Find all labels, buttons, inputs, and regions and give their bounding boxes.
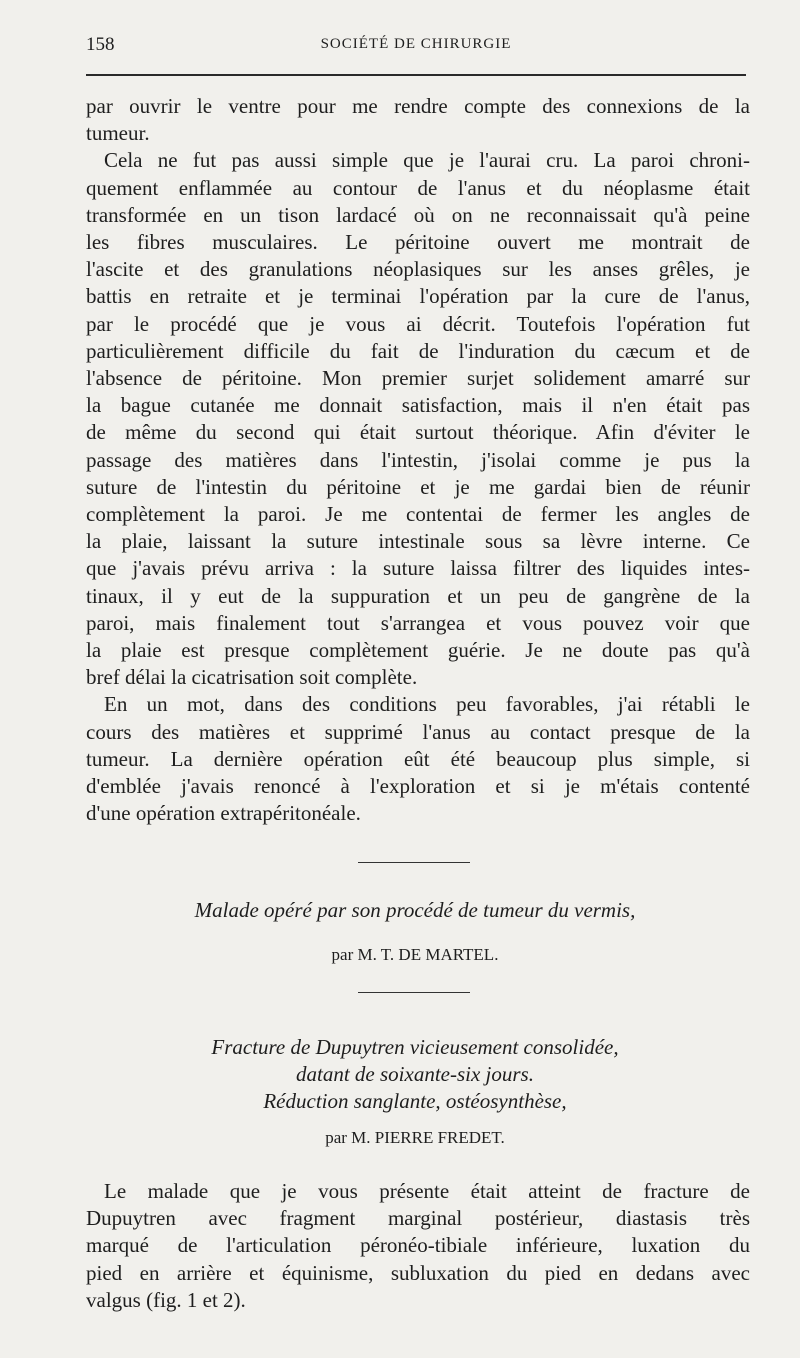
text-line: transformée en un tison lardacé où on ne reconnaissait qu'à peine (86, 202, 750, 227)
page-number: 158 (86, 34, 115, 55)
text-line: que j'avais prévu arriva : la suture laissa filtrer des liquides intes- (86, 556, 750, 581)
text-line: valgus (fig. 1 et 2). (86, 1287, 246, 1312)
author-byline: par M. PIERRE FREDET. (325, 1128, 505, 1147)
text-line: cours des matières et supprimé l'anus au contact presque de la (86, 719, 750, 744)
text-line: marqué de l'articulation péronéo-tibiale inférieure, luxation du (86, 1233, 750, 1258)
section3-text (86, 1178, 750, 1314)
text-line: Cela ne fut pas aussi simple que je l'aurai cru. La paroi chroni- (104, 148, 750, 173)
text-line: d'emblée j'avais renoncé à l'exploration et si je m'étais contenté (86, 774, 750, 799)
section-separator (358, 992, 470, 993)
header-rule (86, 74, 746, 76)
section-title (0, 1034, 800, 1115)
text-line: l'absence de péritoine. Mon premier surjet solidement amarré sur (86, 366, 750, 391)
section1-text (86, 93, 750, 827)
section-separator (358, 862, 470, 863)
text-line: suture de l'intestin du péritoine et je me gardai bien de réunir (86, 474, 750, 499)
text-line: pied en arrière et équinisme, subluxation du pied en dedans avec (86, 1260, 750, 1285)
running-head: SOCIÉTÉ DE CHIRURGIE (320, 36, 512, 52)
text-line: tumeur. La dernière opération eût été beaucoup plus simple, si (86, 746, 750, 771)
text-line: En un mot, dans des conditions peu favorables, j'ai rétabli le (104, 692, 750, 717)
text-line: complètement la paroi. Je me contentai de fermer les angles de (86, 502, 750, 527)
text-line: les fibres musculaires. Le péritoine ouvert me montrait de (86, 230, 750, 255)
page-header (86, 34, 746, 60)
section-title-line: datant de soixante-six jours. (296, 1062, 534, 1086)
text-line: tumeur. (86, 121, 150, 146)
text-line: quement enflammée au contour de l'anus et du néoplasme était (86, 175, 750, 200)
text-line: l'ascite et des granulations néoplasiques sur les anses grêles, je (86, 257, 750, 282)
text-line: de même du second qui était surtout théorique. Afin d'éviter le (86, 420, 750, 445)
author-byline: par M. T. DE MARTEL. (331, 945, 499, 964)
text-line: Le malade que je vous présente était atteint de fracture de (104, 1179, 750, 1203)
text-line: battis en retraite et je terminai l'opération par la cure de l'anus, (86, 284, 750, 309)
text-line: par ouvrir le ventre pour me rendre compte des connexions de la (86, 94, 750, 118)
text-line: la plaie, laissant la suture intestinale sous sa lèvre interne. Ce (86, 529, 750, 554)
text-line: d'une opération extrapéritonéale. (86, 801, 361, 826)
section-title: Malade opéré par son procédé de tumeur du vermis, (194, 898, 636, 922)
text-line: bref délai la cicatrisation soit complète. (86, 665, 418, 690)
section-title-line: Réduction sanglante, ostéosynthèse, (263, 1089, 567, 1113)
section-title-line: Fracture de Dupuytren vicieusement consolidée, (211, 1035, 619, 1059)
text-line: la bague cutanée me donnait satisfaction, mais il n'en était pas (86, 393, 750, 418)
text-line: tinaux, il y eut de la suppuration et un peu de gangrène de la (86, 583, 750, 608)
text-line: paroi, mais finalement tout s'arrangea et vous pouvez voir que (86, 610, 750, 635)
text-line: la plaie est presque complètement guérie. Je ne doute pas qu'à (86, 638, 750, 663)
text-line: particulièrement difficile du fait de l'induration du cæcum et de (86, 338, 750, 363)
text-line: Dupuytren avec fragment marginal postérieur, diastasis très (86, 1206, 750, 1231)
text-line: passage des matières dans l'intestin, j'isolai comme je pus la (86, 447, 750, 472)
text-line: par le procédé que je vous ai décrit. Toutefois l'opération fut (86, 311, 750, 336)
